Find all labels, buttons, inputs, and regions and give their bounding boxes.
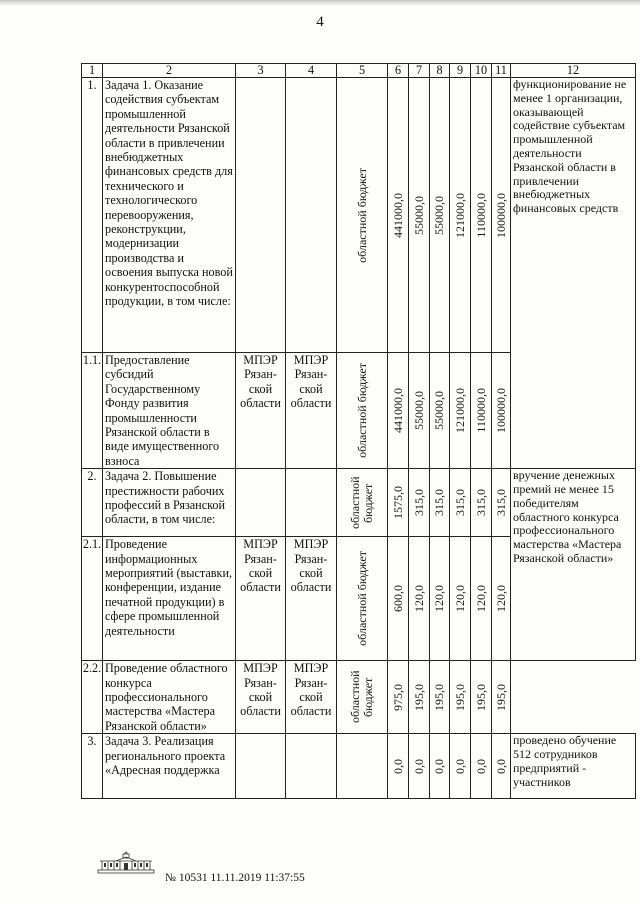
header-col-12: 12 [511, 64, 636, 78]
table-row [82, 469, 636, 537]
value-cell [492, 469, 511, 537]
value-year-5: 100000,0 [493, 192, 508, 238]
value-cell [450, 353, 471, 469]
funding-source: областной бюджет [354, 551, 369, 647]
column-number-header [82, 64, 636, 78]
value-cell [430, 78, 450, 353]
value-year-5: 120,0 [493, 585, 508, 613]
row-number: 1.1. [82, 353, 103, 469]
value-cell [471, 78, 492, 353]
task-description: Задача 3. Реализация регионального проекта «Адресная поддержка [103, 734, 236, 799]
value-cell [492, 537, 511, 661]
value-year-1: 0,0 [411, 758, 426, 774]
value-cell [430, 734, 450, 799]
value-year-2: 195,0 [432, 683, 446, 711]
value-year-5: 0,0 [493, 758, 508, 774]
value-total: 441000,0 [390, 192, 405, 238]
header-col-11: 11 [492, 64, 511, 78]
value-cell [409, 469, 430, 537]
value-cell [450, 537, 471, 661]
executor-cell [236, 469, 286, 537]
value-year-4: 315,0 [473, 489, 488, 517]
row-number: 3. [82, 734, 103, 799]
page-number: 4 [316, 14, 324, 30]
value-year-1: 120,0 [411, 585, 426, 613]
value-year-3: 120,0 [452, 585, 467, 613]
value-cell [409, 734, 430, 799]
value-cell [388, 734, 409, 799]
value-year-3: 315,0 [452, 489, 467, 517]
value-year-2: 315,0 [432, 489, 446, 517]
header-col-1: 1 [82, 64, 103, 78]
funding-source-cell [337, 537, 388, 661]
coexecutor-cell: МПЭР Рязан-ской области [286, 353, 337, 469]
value-year-1: 195,0 [411, 683, 426, 711]
value-year-5: 315,0 [493, 489, 508, 517]
executor-cell: МПЭР Рязан-ской области [236, 353, 286, 469]
value-year-3: 195,0 [452, 683, 467, 711]
header-col-2: 2 [103, 64, 236, 78]
value-year-4: 195,0 [473, 683, 488, 711]
value-cell [409, 661, 430, 734]
task-description: Предоставление субсидий Государственному Фонду развития промышленности Рязанской области в виде имущественного взноса [103, 353, 236, 469]
executor-cell: МПЭР Рязан-ской области [236, 661, 286, 734]
executor-cell [236, 78, 286, 353]
expected-result: проведено обучение 512 сотрудников предприятий - участников [511, 734, 636, 799]
header-col-6: 6 [388, 64, 409, 78]
value-cell [430, 469, 450, 537]
value-total: 1575,0 [390, 486, 405, 520]
value-cell [450, 661, 471, 734]
value-cell [388, 78, 409, 353]
value-total: 441000,0 [390, 388, 405, 434]
value-cell [492, 78, 511, 353]
header-col-7: 7 [409, 64, 430, 78]
value-year-2: 55000,0 [432, 391, 446, 431]
value-cell [450, 78, 471, 353]
row-number: 2.2. [82, 661, 103, 734]
value-year-1: 55000,0 [411, 391, 426, 431]
funding-source: областной бюджет [348, 671, 375, 724]
value-year-5: 195,0 [493, 683, 508, 711]
task-description: Проведение областного конкурса профессионального мастерства «Мастера Рязанской области» [103, 661, 236, 734]
program-table [81, 63, 636, 799]
value-cell [492, 661, 511, 734]
page-top-edge [0, 0, 640, 6]
value-cell [471, 537, 492, 661]
funding-source-cell [337, 353, 388, 469]
value-cell [471, 734, 492, 799]
header-col-10: 10 [471, 64, 492, 78]
value-cell [388, 353, 409, 469]
row-number: 2. [82, 469, 103, 537]
table-row [82, 734, 636, 799]
executor-cell [236, 734, 286, 799]
task-description: Проведение информационных мероприятий (выставки, конференции, издание печатной продукции) в сфере промышленной деятельности [103, 537, 236, 661]
value-year-5: 100000,0 [493, 388, 508, 434]
value-cell [430, 353, 450, 469]
task-description: Задача 1. Оказание содействия субъектам промышленной деятельности Рязанской области в привлечении внебюджетных финансовых средств для технического и технологического перевооружения, реконструкции, модернизации производства и освоения выпуска новой конкурентоспособной продукции, в том числе: [103, 78, 236, 353]
value-total: 600,0 [390, 585, 405, 613]
value-year-2: 120,0 [432, 585, 446, 613]
task-description: Задача 2. Повышение престижности рабочих профессий в Рязанской области, в том числе: [103, 469, 236, 537]
table-row [82, 661, 636, 734]
value-cell [450, 469, 471, 537]
value-cell [471, 469, 492, 537]
document-registration-stamp: № 10531 11.11.2019 11:37:55 [165, 872, 305, 884]
coexecutor-cell [286, 78, 337, 353]
header-col-4: 4 [286, 64, 337, 78]
value-cell [409, 353, 430, 469]
value-year-3: 121000,0 [452, 388, 467, 434]
value-cell [492, 353, 511, 469]
executor-cell: МПЭР Рязан-ской области [236, 537, 286, 661]
expected-result: функционирование не менее 1 организации, оказывающей содействие субъектам промышленной деятельности Рязанской области в привлечении внебюджетных финансовых средств [511, 78, 636, 469]
funding-source: областной бюджет [354, 167, 369, 263]
government-building-stamp-icon [96, 851, 156, 875]
header-col-5: 5 [337, 64, 388, 78]
coexecutor-cell [286, 734, 337, 799]
value-cell [450, 734, 471, 799]
value-year-4: 110000,0 [473, 192, 488, 238]
value-total: 975,0 [390, 683, 405, 711]
expected-result: вручение денежных премий не менее 15 победителям областного конкурса профессионального мастерства «Мастера Рязанской области» [511, 469, 636, 661]
table-row [82, 78, 636, 353]
header-col-8: 8 [430, 64, 450, 78]
value-cell [430, 537, 450, 661]
value-cell [388, 661, 409, 734]
coexecutor-cell: МПЭР Рязан-ской области [286, 537, 337, 661]
value-year-1: 55000,0 [411, 195, 426, 235]
value-cell [471, 661, 492, 734]
value-year-4: 120,0 [473, 585, 488, 613]
value-cell [430, 661, 450, 734]
value-year-4: 110000,0 [473, 388, 488, 433]
funding-source-cell [337, 78, 388, 353]
row-number: 1. [82, 78, 103, 353]
coexecutor-cell [286, 469, 337, 537]
header-col-3: 3 [236, 64, 286, 78]
value-year-4: 0,0 [473, 758, 488, 774]
row-number: 2.1. [82, 537, 103, 661]
value-cell [388, 537, 409, 661]
funding-source-cell [337, 661, 388, 734]
header-col-9: 9 [450, 64, 471, 78]
value-year-2: 0,0 [432, 758, 446, 774]
value-cell [409, 78, 430, 353]
funding-source-cell [337, 734, 388, 799]
coexecutor-cell: МПЭР Рязан-ской области [286, 661, 337, 734]
funding-source-cell [337, 469, 388, 537]
value-year-3: 121000,0 [452, 192, 467, 238]
value-cell [471, 353, 492, 469]
funding-source: областной бюджет [348, 476, 375, 530]
value-cell [492, 734, 511, 799]
value-year-1: 315,0 [411, 489, 426, 517]
value-cell [388, 469, 409, 537]
value-year-2: 55000,0 [432, 195, 446, 235]
value-total: 0,0 [390, 758, 405, 774]
value-cell [409, 537, 430, 661]
funding-source: областной бюджет [354, 363, 369, 459]
value-year-3: 0,0 [452, 758, 467, 774]
